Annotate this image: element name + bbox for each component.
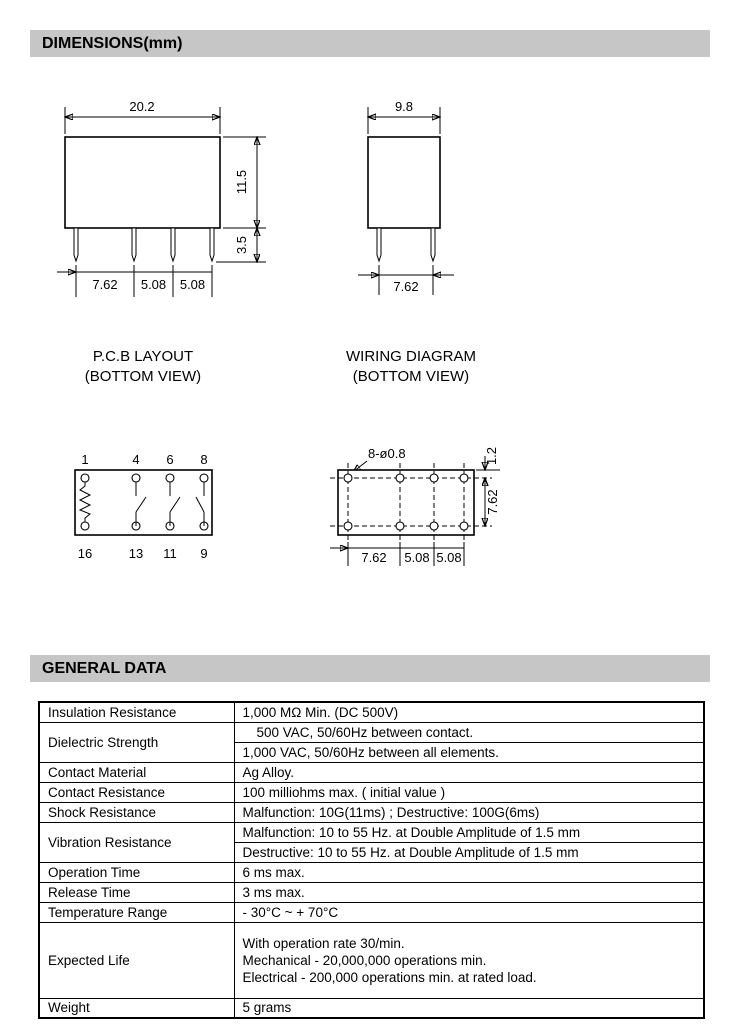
pin-hole — [344, 522, 352, 530]
pin-hole — [81, 522, 89, 530]
row-label: Vibration Resistance — [39, 822, 234, 862]
row-value: Ag Alloy. — [234, 762, 704, 782]
table-row — [39, 902, 704, 922]
table-row — [39, 722, 704, 742]
pin-number: 1 — [81, 452, 89, 467]
wiring-caption-line1: WIRING DIAGRAM — [346, 348, 476, 365]
row-value: 1,000 VAC, 50/60Hz between all elements. — [234, 742, 704, 762]
row-label: Release Time — [39, 882, 234, 902]
pin — [210, 228, 214, 261]
row-label: Contact Material — [39, 762, 234, 782]
expected-life-line: Mechanical - 20,000,000 operations min. — [242, 952, 487, 968]
pin — [431, 228, 435, 261]
row-label: Expected Life — [39, 922, 234, 998]
pin-hole — [166, 474, 174, 482]
pcb-layout-drawing — [75, 452, 212, 561]
row-value: 3 ms max. — [234, 882, 704, 902]
table-row — [39, 882, 704, 902]
pin-hole — [430, 474, 438, 482]
pin-number: 6 — [166, 452, 174, 467]
row-value: 5 grams — [234, 998, 704, 1018]
row-label: Weight — [39, 998, 234, 1018]
pin-hole — [200, 474, 208, 482]
side-view-drawing — [358, 99, 454, 295]
wiring-diagram-caption — [326, 347, 496, 387]
expected-life-line: Electrical - 200,000 operations min. at rated load. — [242, 969, 537, 985]
wiring-diagram-drawing — [330, 446, 500, 566]
table-row — [39, 862, 704, 882]
front-height-dim-label: 11.5 — [234, 169, 249, 195]
front-pitch2-dim-label: 5.08 — [140, 277, 167, 292]
table-row — [39, 998, 704, 1018]
side-width-dim-label: 9.8 — [394, 99, 414, 114]
dimensions-title: DIMENSIONS(mm) — [42, 34, 183, 52]
pin — [377, 228, 381, 261]
pin-number: 8 — [200, 452, 208, 467]
pin-number: 13 — [128, 546, 144, 561]
table-row — [39, 822, 704, 842]
row-label: Operation Time — [39, 862, 234, 882]
pin — [74, 228, 78, 261]
front-pitch3-dim-label: 5.08 — [179, 277, 206, 292]
front-width-dim-label: 20.2 — [129, 99, 155, 114]
row-value: 1,000 MΩ Min. (DC 500V) — [234, 702, 704, 722]
pcb-caption-line1: P.C.B LAYOUT — [92, 348, 194, 365]
row-value: - 30°C ~ + 70°C — [234, 902, 704, 922]
pin-hole — [132, 474, 140, 482]
pcb-layout-caption — [58, 347, 228, 387]
row-value — [234, 922, 704, 998]
row-label: Insulation Resistance — [39, 702, 234, 722]
general-data-table — [38, 701, 705, 1019]
row-label: Shock Resistance — [39, 802, 234, 822]
pin-hole — [430, 522, 438, 530]
table-row — [39, 702, 704, 722]
dimensions-section-header — [30, 30, 710, 57]
wiring-pitch1-dim-label: 7.62 — [361, 550, 387, 565]
table-row — [39, 762, 704, 782]
pin-hole — [344, 474, 352, 482]
wiring-pitch2-dim-label: 5.08 — [404, 550, 430, 565]
expected-life-line: With operation rate 30/min. — [242, 935, 405, 951]
front-pin-length-dim-label: 3.5 — [234, 235, 249, 255]
pin-hole — [396, 522, 404, 530]
pin-hole — [81, 474, 89, 482]
table-row — [39, 802, 704, 822]
row-value: Malfunction: 10G(11ms) ; Destructive: 100G(6ms) — [234, 802, 704, 822]
row-label: Temperature Range — [39, 902, 234, 922]
pin-number: 11 — [163, 546, 177, 561]
pin-hole — [396, 474, 404, 482]
pin-number: 16 — [77, 546, 93, 561]
row-value: 500 VAC, 50/60Hz between contact. — [234, 722, 704, 742]
row-value: Destructive: 10 to 55 Hz. at Double Amplitude of 1.5 mm — [234, 842, 704, 862]
row-value: 100 milliohms max. ( initial value ) — [234, 782, 704, 802]
side-pitch-dim-label: 7.62 — [393, 279, 419, 294]
pin — [132, 228, 136, 261]
wiring-top-dim-label: 1.2 — [484, 446, 499, 466]
relay-body-front — [65, 137, 220, 228]
row-label: Contact Resistance — [39, 782, 234, 802]
front-pitch1-dim-label: 7.62 — [92, 277, 118, 292]
pcb-outline — [75, 470, 212, 535]
pcb-caption-line2: (BOTTOM VIEW) — [84, 368, 202, 385]
pin-number: 4 — [132, 452, 140, 467]
wiring-pitch3-dim-label: 5.08 — [436, 550, 462, 565]
row-value: Malfunction: 10 to 55 Hz. at Double Amplitude of 1.5 mm — [234, 822, 704, 842]
pin-hole — [460, 522, 468, 530]
relay-body-side — [368, 137, 440, 228]
general-data-title: GENERAL DATA — [42, 659, 167, 677]
row-label: Dielectric Strength — [39, 722, 234, 762]
pin — [171, 228, 175, 261]
pin-number: 9 — [200, 546, 208, 561]
row-value: 6 ms max. — [234, 862, 704, 882]
dimension-drawings — [0, 85, 739, 600]
pin-hole — [460, 474, 468, 482]
front-view-drawing — [57, 99, 266, 297]
hole-diameter-label: 8-ø0.8 — [368, 446, 406, 461]
table-row — [39, 922, 704, 998]
wiring-outline — [338, 470, 474, 535]
general-data-section-header — [30, 655, 710, 682]
wiring-caption-line2: (BOTTOM VIEW) — [352, 368, 470, 385]
wiring-row-pitch-dim-label: 7.62 — [485, 489, 500, 515]
table-row — [39, 782, 704, 802]
